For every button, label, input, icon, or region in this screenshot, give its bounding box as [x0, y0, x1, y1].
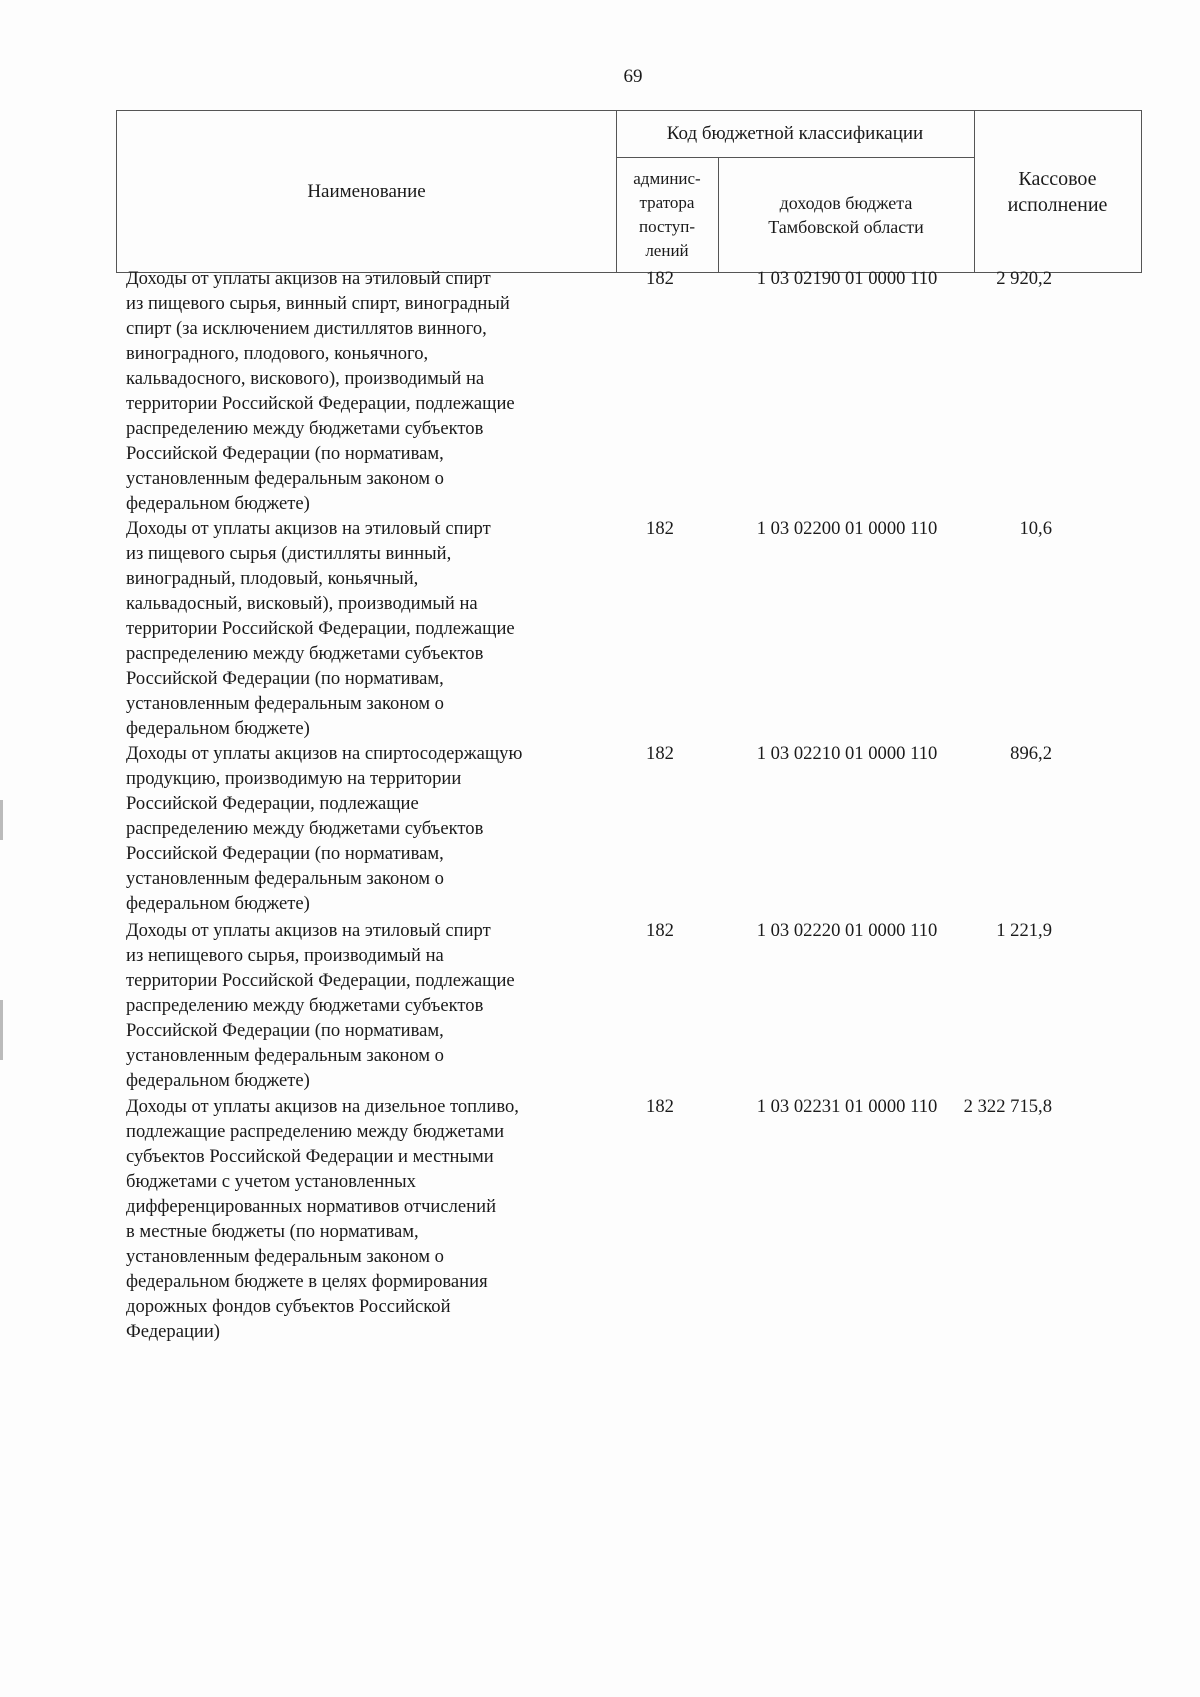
- row-budget-code: 1 03 02200 01 0000 110: [756, 518, 938, 539]
- page-number: 69: [623, 66, 643, 87]
- scan-edge-mark: [0, 1000, 3, 1060]
- row-budget-code: 1 03 02190 01 0000 110: [756, 268, 938, 289]
- row-admin-code: 182: [646, 920, 674, 941]
- row-budget-code: 1 03 02220 01 0000 110: [756, 920, 938, 941]
- row-amount: 2 920,2: [996, 268, 1052, 289]
- header-name: Наименование: [117, 111, 617, 272]
- row-budget-code: 1 03 02210 01 0000 110: [756, 743, 938, 764]
- table-header: [116, 110, 1142, 273]
- row-amount: 10,6: [1019, 518, 1052, 539]
- row-budget-code: 1 03 02231 01 0000 110: [756, 1096, 938, 1117]
- row-amount: 1 221,9: [996, 920, 1052, 941]
- row-name: Доходы от уплаты акцизов на этиловый спирт из непищевого сырья, производимый на территории Российской Федерации, подлежащие распределению между бюджетами субъектов Российской Федерации (по нормативам, установленным федеральным законом о федеральном бюджете): [126, 920, 515, 1091]
- row-amount: 896,2: [1010, 743, 1052, 764]
- row-name: Доходы от уплаты акцизов на дизельное топливо, подлежащие распределению между бюджетами субъектов Российской Федерации и местными бюджетами с учетом установленных дифференцированных нормативов отчислений в местные бюджеты (по нормативам, установленным федеральным законом о федеральном бюджете в целях формирования дорожных фондов субъектов Российской Федерации): [126, 1096, 519, 1342]
- row-name: Доходы от уплаты акцизов на этиловый спирт из пищевого сырья (дистилляты винный, виноградный, плодовый, коньячный, кальвадосный, висковый), производимый на территории Российской Федерации, подлежащие распределению между бюджетами субъектов Российской Федерации (по нормативам, установленным федеральным законом о федеральном бюджете): [126, 518, 515, 739]
- row-admin-code: 182: [646, 743, 674, 764]
- row-amount: 2 322 715,8: [963, 1096, 1052, 1117]
- row-admin-code: 182: [646, 1096, 674, 1117]
- header-administrator: админис- тратора поступ- лений: [616, 157, 719, 272]
- header-execution: Кассовое исполнение: [1007, 167, 1108, 216]
- scan-edge-mark: [0, 800, 3, 840]
- row-admin-code: 182: [646, 268, 674, 289]
- header-income: доходов бюджета Тамбовской области: [718, 157, 975, 272]
- row-name: Доходы от уплаты акцизов на этиловый спирт из пищевого сырья, винный спирт, виноградный спирт (за исключением дистиллятов винного, виноградного, плодового, коньячного, кальвадосного, вискового), производимый на территории Российской Федерации, подлежащие распределению между бюджетами субъектов Российской Федерации (по нормативам, установленным федеральным законом о федеральном бюджете): [126, 268, 515, 514]
- row-admin-code: 182: [646, 518, 674, 539]
- row-name: Доходы от уплаты акцизов на спиртосодержащую продукцию, производимую на территории Российской Федерации, подлежащие распределению между бюджетами субъектов Российской Федерации (по нормативам, установленным федеральным законом о федеральном бюджете): [126, 743, 523, 914]
- header-budget-code: Код бюджетной классификации: [616, 111, 975, 158]
